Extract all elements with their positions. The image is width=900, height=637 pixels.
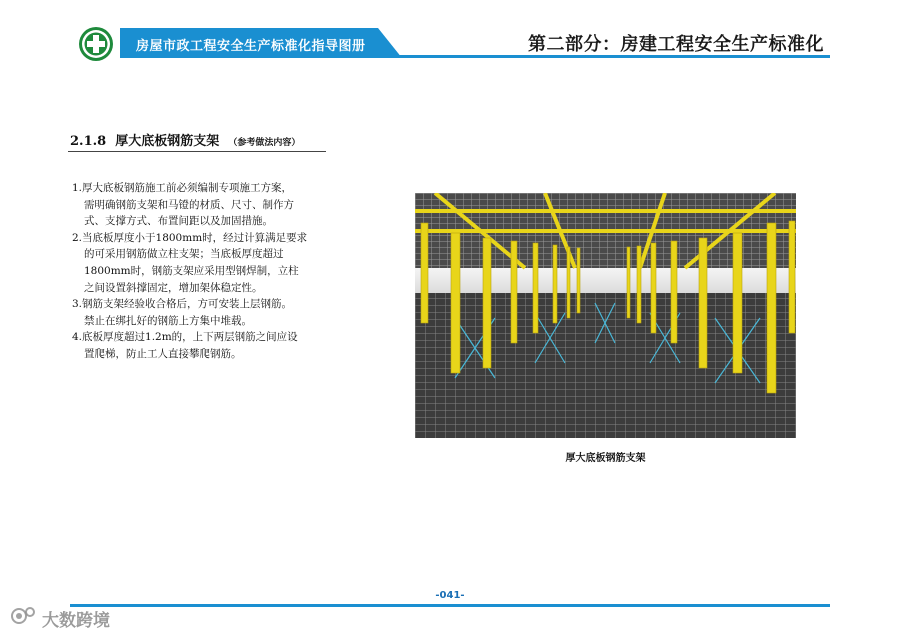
list-item-line: 之间设置斜撑固定，增加架体稳定性。 <box>84 281 263 294</box>
list-item-line: 3.钢筋支架经验收合格后，方可安装上层钢筋。 <box>72 298 293 311</box>
list-item <box>72 329 362 362</box>
list-item-line: 1800mm时，钢筋支架应采用型钢焊制，立柱 <box>84 264 299 277</box>
list-item-line: 禁止在绑扎好的钢筋上方集中堆载。 <box>84 314 252 327</box>
support-column <box>789 221 795 333</box>
figure-caption: 厚大底板钢筋支架 <box>565 453 646 464</box>
support-column <box>627 247 630 318</box>
support-column <box>651 243 656 333</box>
list-item <box>72 296 362 329</box>
rebar-support-illustration <box>415 193 796 438</box>
support-column <box>699 238 707 368</box>
section-note: （参考做法内容） <box>228 138 301 148</box>
support-column <box>421 223 428 323</box>
section-number: 2.1.8 <box>70 134 107 149</box>
support-column <box>733 233 742 373</box>
support-column <box>637 246 641 323</box>
list-item-line: 需明确钢筋支架和马镫的材质、尺寸、制作方 <box>84 198 294 211</box>
list-item-line: 2.当底板厚度小于1800mm时，经过计算满足要求 <box>72 231 308 244</box>
guide-title: 房屋市政工程安全生产标准化指导图册 <box>136 39 366 54</box>
support-column <box>483 238 491 368</box>
section-heading <box>70 130 300 149</box>
list-item-line: 的可采用钢筋做立柱支架；当底板厚度超过 <box>84 248 284 261</box>
requirements-list <box>72 180 362 363</box>
footer-divider <box>70 604 830 607</box>
watermark <box>10 606 110 630</box>
list-item <box>72 180 362 230</box>
list-item-line: 4.底板厚度超过1.2m的，上下两层钢筋之间应设 <box>72 331 298 344</box>
section-underline <box>68 151 326 152</box>
support-column <box>577 248 580 313</box>
support-column <box>671 241 677 343</box>
page-number: -041- <box>435 590 465 601</box>
list-item-line: 1.厚大底板钢筋施工前必须编制专项施工方案， <box>72 182 293 194</box>
support-column <box>553 245 557 323</box>
guide-title-banner <box>120 28 402 58</box>
rebar-support-rendering <box>415 193 796 438</box>
camera-logo-icon <box>10 606 36 631</box>
safety-cross-emblem-icon <box>78 26 114 62</box>
watermark-text: 大数跨境 <box>42 610 110 631</box>
support-column <box>767 223 776 393</box>
list-item-line: 式、支撑方式、布置间距以及加固措施。 <box>84 215 273 228</box>
support-column <box>533 243 538 333</box>
header-divider <box>120 55 830 58</box>
list-item-line: 置爬梯，防止工人直接攀爬钢筋。 <box>84 347 242 360</box>
support-column <box>451 233 460 373</box>
support-column <box>567 247 570 318</box>
part-title: 第二部分：房建工程安全生产标准化 <box>528 34 824 55</box>
list-item <box>72 230 362 296</box>
section-title: 厚大底板钢筋支架 <box>115 134 220 149</box>
support-column <box>511 241 517 343</box>
